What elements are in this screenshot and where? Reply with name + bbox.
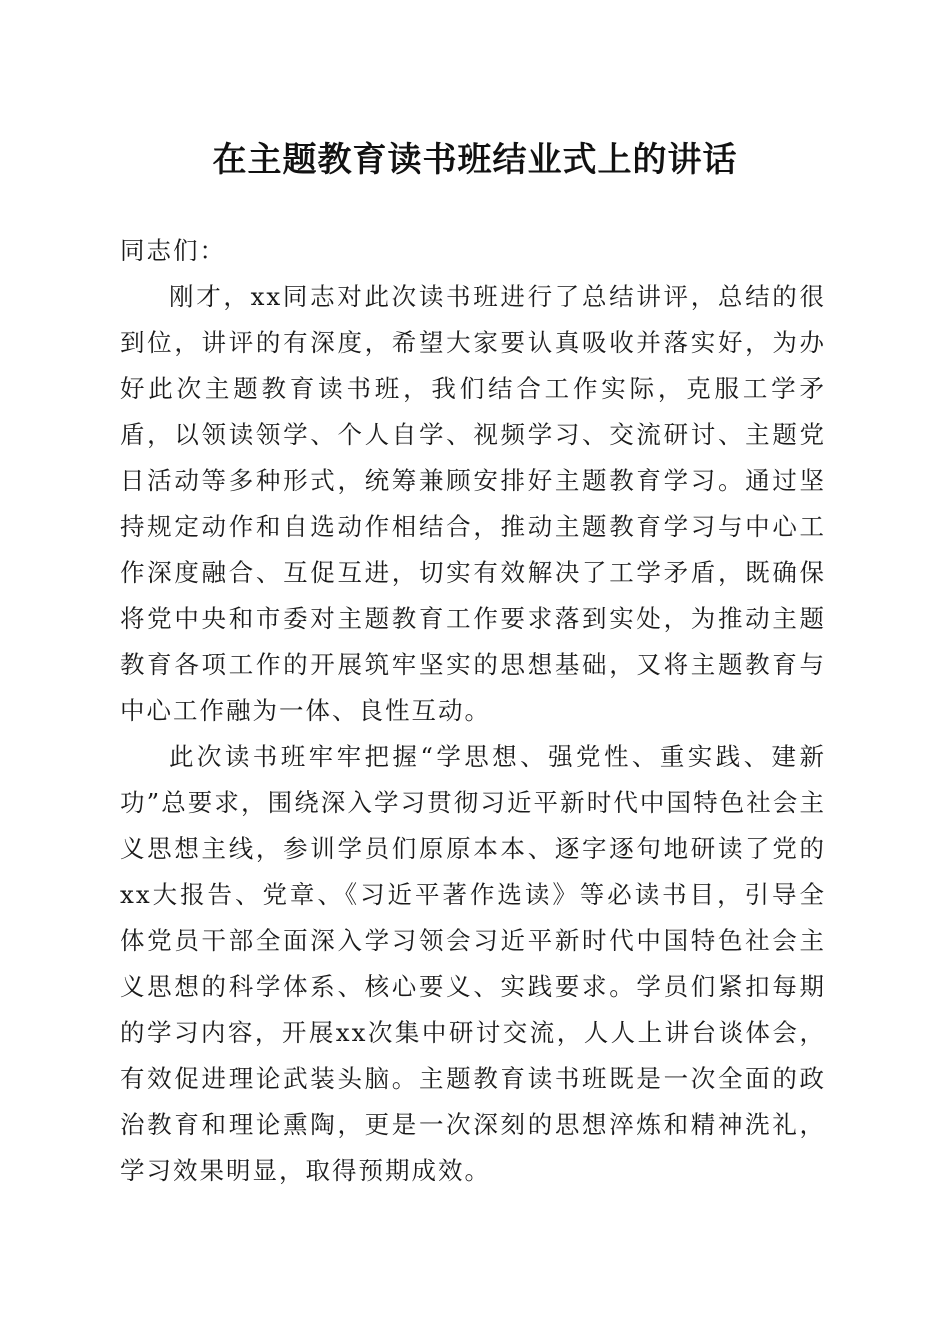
paragraph-2: 此次读书班牢牢把握“学思想、强党性、重实践、建新功”总要求，围绕深入学习贯彻习近平新时代中国特色社会主义思想主线，参训学员们原原本本、逐字逐句地研读了党的xx大报告、党章、《习近平著作选读》等必读书目，引导全体党员干部全面深入学习领会习近平新时代中国特色社会主义思想的科学体系、核心要义、实践要求。学员们紧扣每期的学习内容，开展xx次集中研讨交流，人人上讲台谈体会，有效促进理论武装头脑。主题教育读书班既是一次全面的政治教育和理论熏陶，更是一次深刻的思想淬炼和精神洗礼，学习效果明显，取得预期成效。: [120, 742, 826, 1185]
document-body: [120, 228, 826, 1194]
page-title: 在主题教育读书班结业式上的讲话: [212, 140, 738, 180]
salutation: 同志们：: [120, 236, 226, 265]
paragraph-1: 刚才，xx同志对此次读书班进行了总结讲评，总结的很到位，讲评的有深度，希望大家要认真吸收并落实好，为办好此次主题教育读书班，我们结合工作实际，克服工学矛盾，以领读领学、个人自学、视频学习、交流研讨、主题党日活动等多种形式，统筹兼顾安排好主题教育学习。通过坚持规定动作和自选动作相结合，推动主题教育学习与中心工作深度融合、互促互进，切实有效解决了工学矛盾，既确保将党中央和市委对主题教育工作要求落到实处，为推动主题教育各项工作的开展筑牢坚实的思想基础，又将主题教育与中心工作融为一体、良性互动。: [120, 282, 826, 725]
